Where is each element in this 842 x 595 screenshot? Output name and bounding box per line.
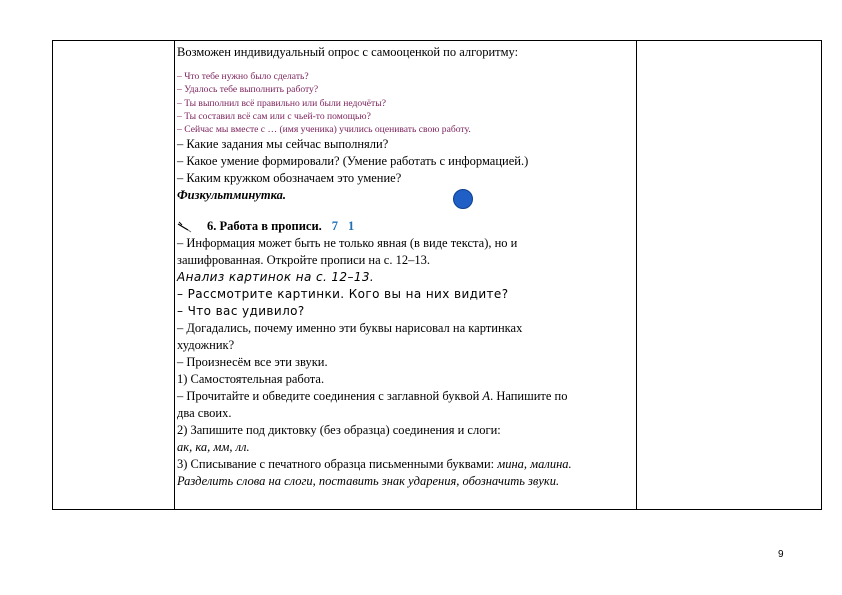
line-independent-work: 1) Самостоятельная работа. (177, 372, 325, 387)
lesson-content-cell (177, 44, 632, 490)
line-guess: – Догадались, почему именно эти буквы нарисовал на картинках (177, 321, 523, 336)
line-analysis: Анализ картинок на с. 12–13. (177, 270, 375, 285)
lesson-table (52, 40, 822, 510)
line-encrypted: зашифрованная. Откройте прописи на с. 12–13. (177, 253, 430, 268)
line-tasks: – Какие задания мы сейчас выполняли? (177, 137, 389, 152)
line-read-trace-letter: А (482, 389, 491, 404)
line-read-trace (177, 388, 632, 405)
line-pronounce: – Произнесём все эти звуки. (177, 355, 328, 370)
question-5: – Сейчас мы вместе с … (имя ученика) учились оценивать свою работу. (177, 124, 471, 136)
question-1: – Что тебе нужно было сделать? (177, 71, 309, 82)
line-look-pictures: – Рассмотрите картинки. Кого вы на них видите? (177, 287, 509, 302)
line-read-trace-part1: – Прочитайте и обведите соединения с заглавной буквой (177, 389, 483, 404)
line-two-own: два своих. (177, 406, 232, 421)
line-copy-part1: 3) Списывание с печатного образца письменными буквами: (177, 457, 498, 472)
page-number: 9 (778, 549, 784, 560)
line-read-trace-part2: . Напишите по (490, 389, 568, 404)
line-skill: – Какое умение формировали? (Умение работать с информацией.) (177, 154, 529, 169)
line-artist: художник? (177, 338, 235, 353)
question-2: – Удалось тебе выполнить работу? (177, 84, 319, 96)
line-copy (177, 456, 632, 473)
line-divide: Разделить слова на слоги, поставить знак ударения, обозначить звуки. (177, 474, 560, 489)
column-divider-2 (636, 41, 637, 509)
pencil-icon (177, 221, 193, 233)
intro-line: Возможен индивидуальный опрос с самооценкой по алгоритму: (177, 45, 519, 59)
section-title: 6. Работа в прописи. (207, 219, 322, 234)
line-physical-minute: Физкультминутка. (177, 188, 286, 203)
line-dictation: 2) Запишите под диктовку (без образца) соединения и слоги: (177, 423, 501, 438)
line-copy-words: мина, малина. (497, 457, 572, 472)
line-surprised: – Что вас удивило? (177, 304, 305, 319)
line-circle: – Каким кружком обозначаем это умение? (177, 171, 402, 186)
column-divider-1 (174, 41, 175, 509)
question-4: – Ты составил всё сам или с чьей-то помощью? (177, 110, 371, 122)
section-number-a: 7 (331, 219, 339, 234)
section-number-b: 1 (348, 219, 355, 234)
question-3: – Ты выполнил всё правильно или были недочёты? (177, 97, 386, 109)
section-heading (177, 218, 632, 235)
line-information: – Информация может быть не только явная (в виде текста), но и (177, 236, 518, 251)
line-syllables: ак, ка, мм, лл. (177, 440, 250, 455)
blue-circle-icon (453, 189, 473, 209)
